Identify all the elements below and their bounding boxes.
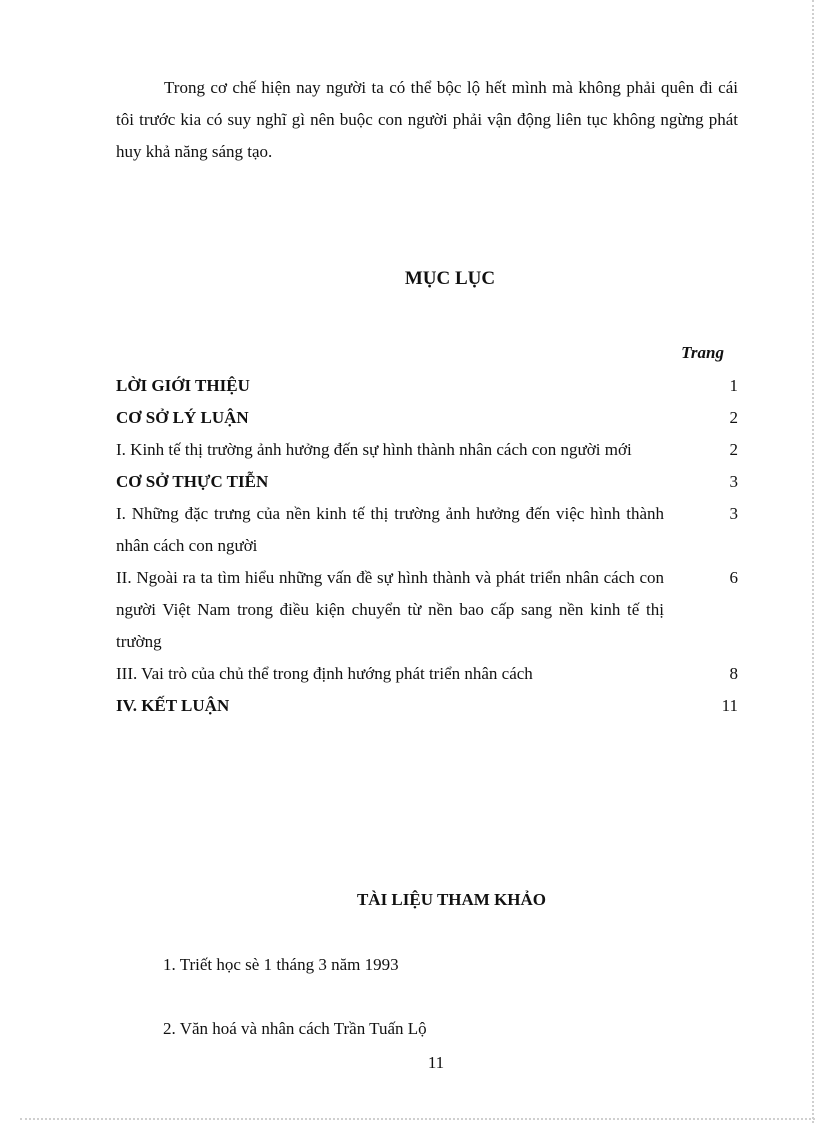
toc-entry-co-so-ly-luan[interactable] [116, 402, 738, 434]
toc-entry-text: CƠ SỞ LÝ LUẬN [116, 408, 249, 427]
toc-entry-page: 2 [729, 408, 738, 427]
toc-entry-page: 11 [721, 696, 738, 715]
toc-entry-loi-gioi-thieu[interactable] [116, 370, 738, 402]
page-bottom-border [20, 1118, 815, 1120]
toc-entry-vai-tro[interactable] [116, 658, 738, 690]
toc-entry-page: 2 [729, 440, 738, 459]
toc-entry-text: CƠ SỞ THỰC TIỄN [116, 472, 269, 491]
references-title: TÀI LIỆU THAM KHẢO [356, 890, 547, 909]
toc-entry-page: 6 [729, 568, 738, 587]
toc-entry-text: III. Vai trò của chủ thể trong định hướng phát triển nhân cách [116, 664, 533, 683]
toc-entry-ket-luan[interactable] [116, 690, 738, 722]
toc-entry-text: I. Kinh tế thị trường ảnh hưởng đến sự hình thành nhân cách con người mới [116, 440, 632, 459]
toc-entry-text: LỜI GIỚI THIỆU [116, 376, 250, 395]
toc-entry-page: 1 [729, 376, 738, 395]
reference-item: 2. Văn hoá và nhân cách Trần Tuấn Lộ [163, 1019, 427, 1038]
reference-item: 1. Triết học sè 1 tháng 3 năm 1993 [163, 955, 399, 974]
toc-entry-text: II. Ngoài ra ta tìm hiểu những vấn đề sự hình thành và phát triển nhân cách con người Việt Nam trong điều kiện chuyển từ nền bao cấp sang nền kinh tế thị trường [116, 568, 664, 651]
toc-entry-kinh-te-thi-truong[interactable] [116, 434, 738, 466]
toc-entry-page: 3 [729, 472, 738, 491]
page-right-border [812, 0, 814, 1123]
toc-entry-page: 3 [729, 504, 738, 523]
page-number: 11 [427, 1053, 445, 1072]
toc-list [116, 370, 738, 722]
toc-entry-text: IV. KẾT LUẬN [116, 696, 230, 715]
toc-entry-co-so-thuc-tien[interactable] [116, 466, 738, 498]
toc-entry-page: 8 [729, 664, 738, 683]
toc-entry-text: I. Những đặc trưng của nền kinh tế thị trường ảnh hưởng đến việc hình thành nhân cách con người [116, 504, 664, 555]
intro-paragraph: Trong cơ chế hiện nay người ta có thể bộc lộ hết mình mà không phải quên đi cái tôi trước kia có suy nghĩ gì nên buộc con người phải vận động liên tục không ngừng phát huy khả năng sáng tạo. [116, 78, 738, 161]
toc-title: MỤC LỤC [404, 268, 496, 289]
toc-page-column-header: Trang [681, 343, 724, 362]
toc-entry-dac-trung[interactable] [116, 498, 738, 562]
toc-entry-ngoai-ra[interactable] [116, 562, 738, 658]
